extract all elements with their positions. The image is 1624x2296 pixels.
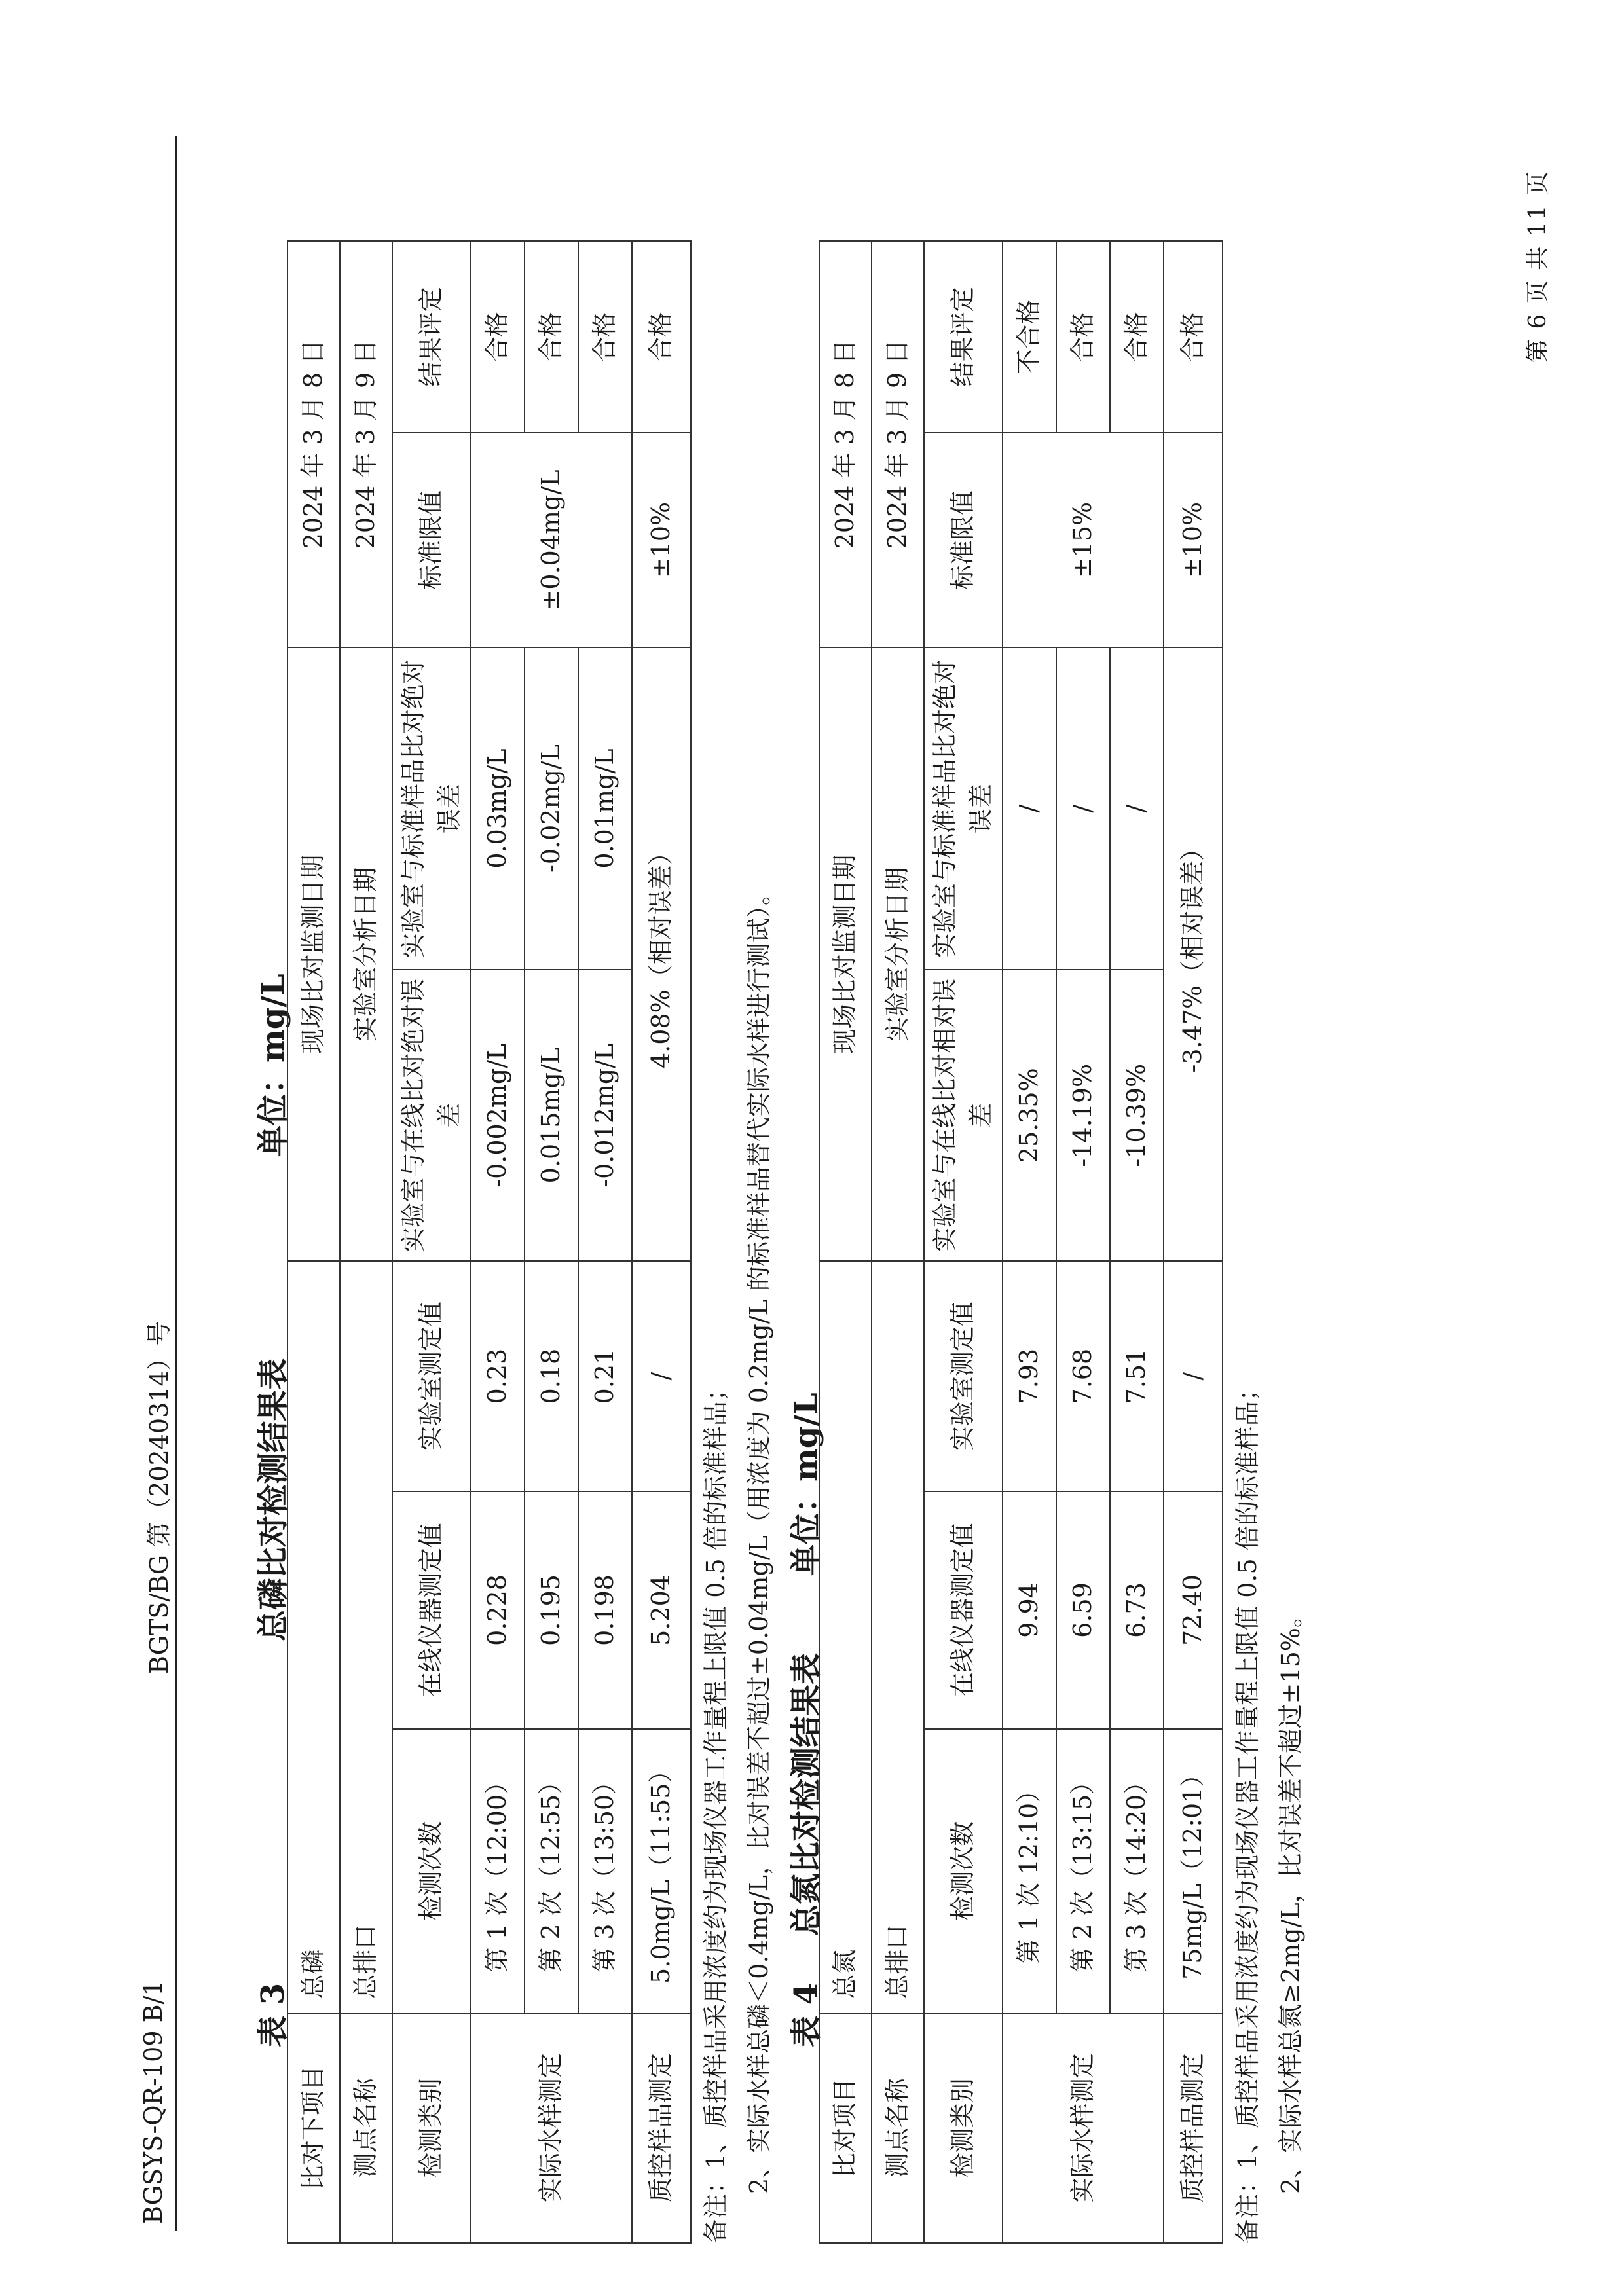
table3-qc-label: 质控样品测定 [632, 2013, 691, 2243]
table4-note-2: 2、实际水样总氮≥2mg/L，比对误差不超过±15%。 [1276, 1603, 1305, 2194]
table3-number: 表 3 [255, 1982, 291, 2047]
table4 [819, 240, 1223, 2244]
table3-row1-err-std: 0.03mg/L [471, 647, 525, 970]
table3-site-date-value: 2024 年 3 月 8 日 [287, 241, 340, 647]
table3-row3-err-online: -0.012mg/L [578, 970, 632, 1261]
table3-row3-online: 0.198 [578, 1491, 632, 1729]
table4-col-times: 检测次数 [924, 1729, 1003, 2013]
table3-col-limit: 标准限值 [392, 433, 471, 647]
table3-row2-times: 第 2 次（12:55） [525, 1729, 578, 2013]
table3-lab-date-value: 2024 年 3 月 9 日 [340, 241, 392, 647]
table3-qc-online: 5.204 [632, 1491, 691, 1729]
table4-col-category: 检测类别 [924, 2013, 1003, 2243]
table4-site-date-value: 2024 年 3 月 8 日 [819, 241, 872, 647]
table4-point-label: 测点名称 [872, 2013, 924, 2243]
table3-qc-lab: / [632, 1261, 691, 1491]
table4-row2-lab: 7.68 [1056, 1261, 1110, 1491]
table3-row2-result: 合格 [525, 241, 578, 433]
table3-note-2: 2、实际水样总磷＜0.4mg/L，比对误差不超过±0.04mg/L（用浓度为 0.2mg/L 的标准样品替代实际水样进行测试）。 [745, 881, 773, 2194]
table3-lab-date-label: 实验室分析日期 [340, 647, 392, 1261]
table3-row3-result: 合格 [578, 241, 632, 433]
table3-col-err-online: 实验室与在线比对绝对误差 [392, 970, 471, 1261]
table3-col-category: 检测类别 [392, 2013, 471, 2243]
table-row [1003, 241, 1056, 2243]
table4-qc-label: 质控样品测定 [1164, 2013, 1223, 2243]
table3-point-value: 总排口 [340, 1261, 392, 2013]
table3-row2-err-online: 0.015mg/L [525, 970, 578, 1261]
table4-qc-lab: / [1164, 1261, 1223, 1491]
table3-col-lab: 实验室测定值 [392, 1261, 471, 1491]
table3-col-times: 检测次数 [392, 1729, 471, 2013]
table3-col-result: 结果评定 [392, 241, 471, 433]
table3-item-value: 总磷 [287, 1261, 340, 2013]
table4-row2-times: 第 2 次（13:15） [1056, 1729, 1110, 2013]
table4-row3-online: 6.73 [1110, 1491, 1164, 1729]
table4-col-result: 结果评定 [924, 241, 1003, 433]
table3-row3-lab: 0.21 [578, 1261, 632, 1491]
table4-col-lab: 实验室测定值 [924, 1261, 1003, 1491]
table4-col-online: 在线仪器测定值 [924, 1491, 1003, 1729]
table3-row1-times: 第 1 次（12:00） [471, 1729, 525, 2013]
table3-row1-err-online: -0.002mg/L [471, 970, 525, 1261]
header-rule [175, 136, 177, 2231]
table4-actual-limit: ±15% [1003, 433, 1164, 647]
table4-qc-online: 72.40 [1164, 1491, 1223, 1729]
table4-qc-result: 合格 [1164, 241, 1223, 433]
table4-row1-err-online: 25.35% [1003, 970, 1056, 1261]
table3-site-date-label: 现场比对监测日期 [287, 647, 340, 1261]
table4-unit: 单位：mg/L [788, 1393, 824, 1576]
table3-row1-online: 0.228 [471, 1491, 525, 1729]
table4-item-value: 总氮 [819, 1261, 872, 2013]
table4-lab-date-label: 实验室分析日期 [872, 647, 924, 1261]
table4-qc-limit: ±10% [1164, 433, 1223, 647]
table4-actual-label: 实际水样测定 [1003, 2013, 1164, 2243]
table3-col-online: 在线仪器测定值 [392, 1491, 471, 1729]
table4-row3-result: 合格 [1110, 241, 1164, 433]
table4-item-label: 比对项目 [819, 2013, 872, 2243]
table4-title: 总氮比对检测结果表 [788, 1652, 824, 1936]
table4-row3-err-std: / [1110, 647, 1164, 970]
table4-col-limit: 标准限值 [924, 433, 1003, 647]
table4-row2-err-std: / [1056, 647, 1110, 970]
table3 [287, 240, 692, 2244]
page-number: 第 6 页 共 11 页 [1524, 170, 1551, 363]
form-code: BGSYS-QR-109 B/1 [139, 1980, 168, 2224]
table4-qc-times: 75mg/L（12:01） [1164, 1729, 1223, 2013]
table4-number: 表 4 [788, 1982, 824, 2047]
table4-site-date-label: 现场比对监测日期 [819, 647, 872, 1261]
table3-qc-err: 4.08%（相对误差） [632, 647, 691, 1261]
table4-point-value: 总排口 [872, 1261, 924, 2013]
table4-row1-lab: 7.93 [1003, 1261, 1056, 1491]
table4-row3-times: 第 3 次（14:20） [1110, 1729, 1164, 2013]
table3-notes [694, 881, 781, 2244]
table4-row2-online: 6.59 [1056, 1491, 1110, 1729]
table-row [471, 241, 525, 2243]
table-row [1164, 241, 1223, 2243]
table3-row2-err-std: -0.02mg/L [525, 647, 578, 970]
table4-col-err-online: 实验室与在线比对相对误差 [924, 970, 1003, 1261]
table3-note-1: 备注：1、质控样品采用浓度约为现场仪器工作量程上限值 0.5 倍的标准样品； [701, 1376, 730, 2244]
document-number: BGTS/BG 第（20240314）号 [145, 1321, 174, 1674]
table4-row3-err-online: -10.39% [1110, 970, 1164, 1261]
table4-row2-result: 合格 [1056, 241, 1110, 433]
table4-note-1: 备注：1、质控样品采用浓度约为现场仪器工作量程上限值 0.5 倍的标准样品； [1233, 1376, 1262, 2244]
table4-notes [1226, 1376, 1312, 2244]
table3-qc-times: 5.0mg/L（11:55） [632, 1729, 691, 2013]
table3-row3-err-std: 0.01mg/L [578, 647, 632, 970]
table3-qc-limit: ±10% [632, 433, 691, 647]
table4-row1-online: 9.94 [1003, 1491, 1056, 1729]
table3-row3-times: 第 3 次（13:50） [578, 1729, 632, 2013]
table3-point-label: 测点名称 [340, 2013, 392, 2243]
table4-lab-date-value: 2024 年 3 月 9 日 [872, 241, 924, 647]
table3-row1-lab: 0.23 [471, 1261, 525, 1491]
table4-row1-result: 不合格 [1003, 241, 1056, 433]
table4-qc-err: -3.47%（相对误差） [1164, 647, 1223, 1261]
table4-row1-err-std: / [1003, 647, 1056, 970]
table4-row2-err-online: -14.19% [1056, 970, 1110, 1261]
table3-col-err-std: 实验室与标准样品比对绝对误差 [392, 647, 471, 970]
table3-row1-result: 合格 [471, 241, 525, 433]
table3-item-label: 比对下项目 [287, 2013, 340, 2243]
table4-col-err-std: 实验室与标准样品比对绝对误差 [924, 647, 1003, 970]
table4-row3-lab: 7.51 [1110, 1261, 1164, 1491]
table3-row2-lab: 0.18 [525, 1261, 578, 1491]
table-row [632, 241, 691, 2243]
table3-title: 总磷比对检测结果表 [255, 1358, 291, 1641]
table3-row2-online: 0.195 [525, 1491, 578, 1729]
table4-row1-times: 第 1 次 12:10） [1003, 1729, 1056, 2013]
table3-actual-label: 实际水样测定 [471, 2013, 632, 2243]
table3-actual-limit: ±0.04mg/L [471, 433, 632, 647]
table3-unit: 单位：mg/L [255, 974, 291, 1157]
table3-qc-result: 合格 [632, 241, 691, 433]
